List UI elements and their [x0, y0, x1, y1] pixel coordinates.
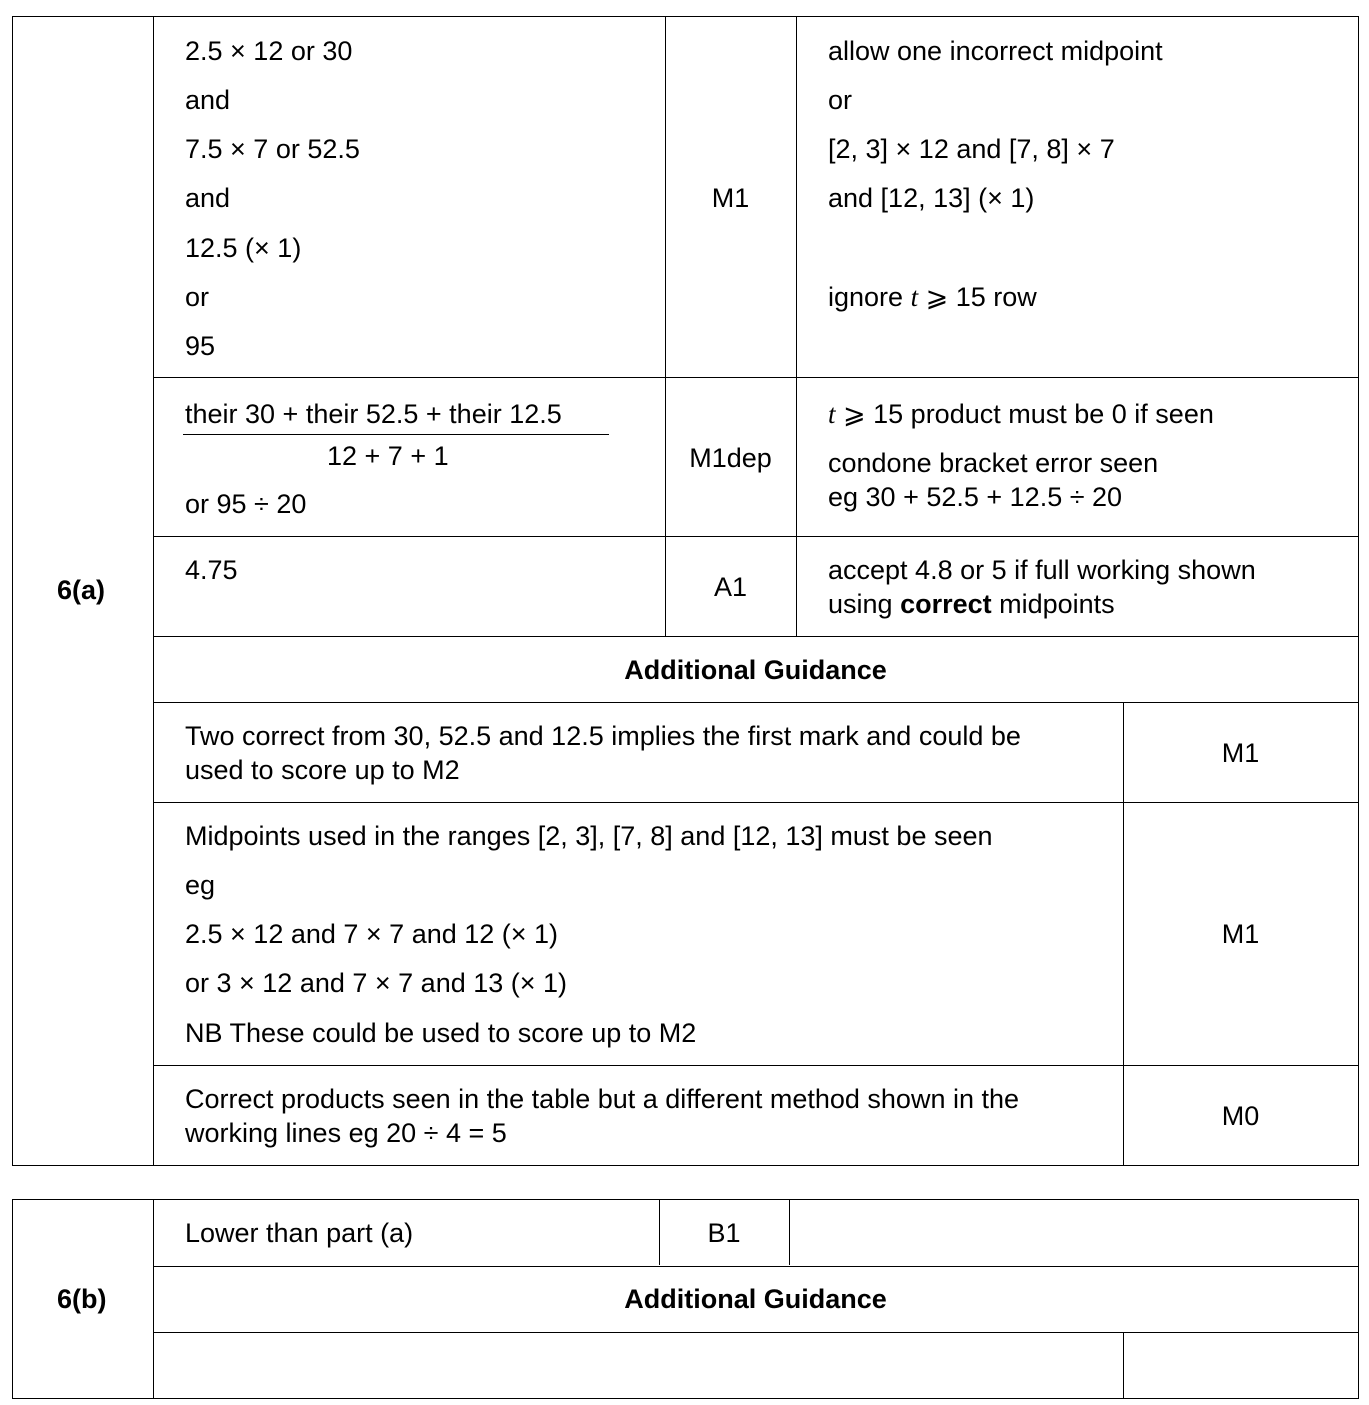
comment-line: and [12, 13] (× 1): [828, 183, 1035, 213]
row2-mark: M1dep: [689, 443, 772, 473]
guidance-header: Additional Guidance: [624, 655, 887, 685]
guidance-header: Additional Guidance: [624, 1284, 887, 1314]
comment-line: [2, 3] × 12 and [7, 8] × 7: [828, 134, 1115, 164]
fraction-bar: [183, 434, 609, 435]
answer-line: 2.5 × 12 or 30: [185, 36, 353, 66]
answer-alt: or 95 ÷ 20: [185, 489, 307, 519]
comment-line: or: [828, 85, 853, 115]
answer-line: 7.5 × 7 or 52.5: [185, 134, 360, 164]
guidance-line: working lines eg 20 ÷ 4 = 5: [185, 1118, 507, 1148]
guidance-mark: M0: [1221, 1101, 1260, 1131]
guidance-line: 2.5 × 12 and 7 × 7 and 12 (× 1): [185, 919, 559, 949]
comment-line: condone bracket error seen: [828, 448, 1159, 478]
guidance-mark: M1: [1221, 919, 1260, 949]
answer: Lower than part (a): [185, 1218, 414, 1248]
variable-t: t: [910, 282, 919, 312]
question-label: 6(b): [57, 1284, 107, 1314]
answer-line: and: [185, 85, 231, 115]
guidance-line: used to score up to M2: [185, 755, 460, 785]
guidance-line: Two correct from 30, 52.5 and 12.5 implies the first mark and could be: [185, 721, 1021, 751]
comment-line: allow one incorrect midpoint: [828, 36, 1163, 66]
fraction-denominator: 12 + 7 + 1: [327, 441, 449, 471]
guidance-line: eg: [185, 870, 216, 900]
variable-t: t: [828, 399, 836, 429]
guidance-line: or 3 × 12 and 7 × 7 and 13 (× 1): [185, 968, 568, 998]
answer-line: and: [185, 183, 231, 213]
comment-line: eg 30 + 52.5 + 12.5 ÷ 20: [828, 482, 1123, 512]
guidance-line: Midpoints used in the ranges [2, 3], [7, 8] and [12, 13] must be seen: [185, 821, 993, 851]
row1-mark: M1: [711, 183, 750, 213]
answer-line: 12.5 (× 1): [185, 233, 302, 263]
row3-mark: A1: [713, 572, 748, 602]
answer-line: 95: [185, 331, 216, 361]
comment-text: using: [828, 589, 901, 619]
fraction-numerator: their 30 + their 52.5 + their 12.5: [185, 399, 562, 429]
comment-text: ⩾ 15 row: [918, 282, 1037, 312]
mark-scheme-table-6a: [12, 16, 1359, 1166]
comment-line: accept 4.8 or 5 if full working shown: [828, 555, 1256, 585]
guidance-line: Correct products seen in the table but a different method shown in the: [185, 1084, 1020, 1114]
comment-text: ⩾ 15 product must be 0 if seen: [835, 399, 1214, 429]
comment-text: ignore: [828, 282, 911, 312]
guidance-mark: M1: [1221, 738, 1260, 768]
row3-answer: 4.75: [185, 555, 238, 585]
guidance-line: NB These could be used to score up to M2: [185, 1018, 697, 1048]
mark-scheme-table-6b: [12, 1199, 1359, 1399]
answer-line: or: [185, 282, 210, 312]
answer-mark: B1: [707, 1218, 741, 1248]
comment-line: [828, 587, 1115, 621]
comment-line: [828, 397, 1214, 431]
comment-line: [828, 280, 1037, 314]
comment-text: midpoints: [991, 589, 1115, 619]
question-label: 6(a): [57, 575, 106, 605]
comment-emphasis: correct: [900, 589, 992, 619]
